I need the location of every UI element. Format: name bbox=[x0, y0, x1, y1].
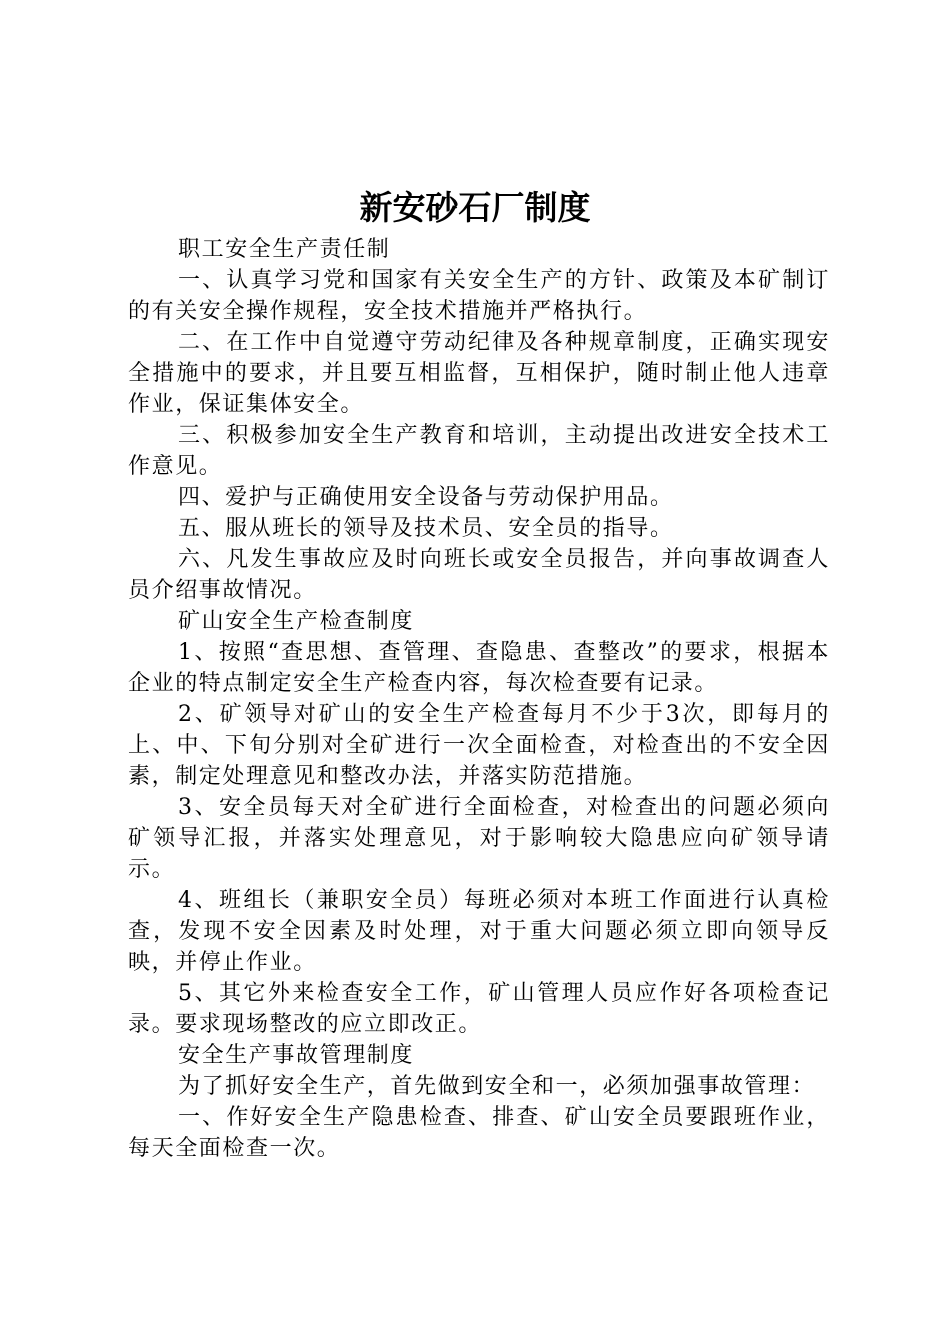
paragraph: 4、班组长（兼职安全员）每班必须对本班工作面进行认真检查，发现不安全因素及时处理，对于重大问题必须立即向领导反映，并停止作业。 bbox=[128, 888, 830, 975]
paragraph: 一、认真学习党和国家有关安全生产的方针、政策及本矿制订的有关安全操作规程，安全技术措施并严格执行。 bbox=[128, 268, 830, 324]
paragraph: 3、安全员每天对全矿进行全面检查，对检查出的问题必须向矿领导汇报，并落实处理意见，对于影响较大隐患应向矿领导请示。 bbox=[128, 795, 830, 882]
section-heading-worker-responsibility: 职工安全生产责任制 bbox=[178, 237, 391, 262]
paragraph: 1、按照“查思想、查管理、查隐患、查整改”的要求，根据本企业的特点制定安全生产检查内容，每次检查要有记录。 bbox=[128, 640, 830, 696]
paragraph: 为了抓好安全生产，首先做到安全和一，必须加强事故管理： bbox=[178, 1074, 816, 1099]
paragraph: 三、积极参加安全生产教育和培训，主动提出改进安全技术工作意见。 bbox=[128, 423, 830, 479]
paragraph: 四、爱护与正确使用安全设备与劳动保护用品。 bbox=[178, 485, 674, 510]
paragraph: 五、服从班长的领导及技术员、安全员的指导。 bbox=[178, 516, 674, 541]
paragraph: 2、矿领导对矿山的安全生产检查每月不少于3次，即每月的上、中、下旬分别对全矿进行一次全面检查，对检查出的不安全因素，制定处理意见和整改办法，并落实防范措施。 bbox=[128, 702, 830, 789]
section-heading-mine-inspection: 矿山安全生产检查制度 bbox=[178, 609, 415, 634]
paragraph: 5、其它外来检查安全工作，矿山管理人员应作好各项检查记录。要求现场整改的应立即改正。 bbox=[128, 981, 830, 1037]
document-title: 新安砂石厂制度 bbox=[359, 188, 591, 227]
paragraph: 一、作好安全生产隐患检查、排查、矿山安全员要跟班作业，每天全面检查一次。 bbox=[128, 1105, 830, 1161]
paragraph: 二、在工作中自觉遵守劳动纪律及各种规章制度，正确实现安全措施中的要求，并且要互相监督，互相保护，随时制止他人违章作业，保证集体安全。 bbox=[128, 330, 830, 417]
paragraph: 六、凡发生事故应及时向班长或安全员报告，并向事故调查人员介绍事故情况。 bbox=[128, 547, 830, 603]
document-body bbox=[128, 234, 830, 1164]
section-heading-accident-management: 安全生产事故管理制度 bbox=[178, 1043, 415, 1068]
